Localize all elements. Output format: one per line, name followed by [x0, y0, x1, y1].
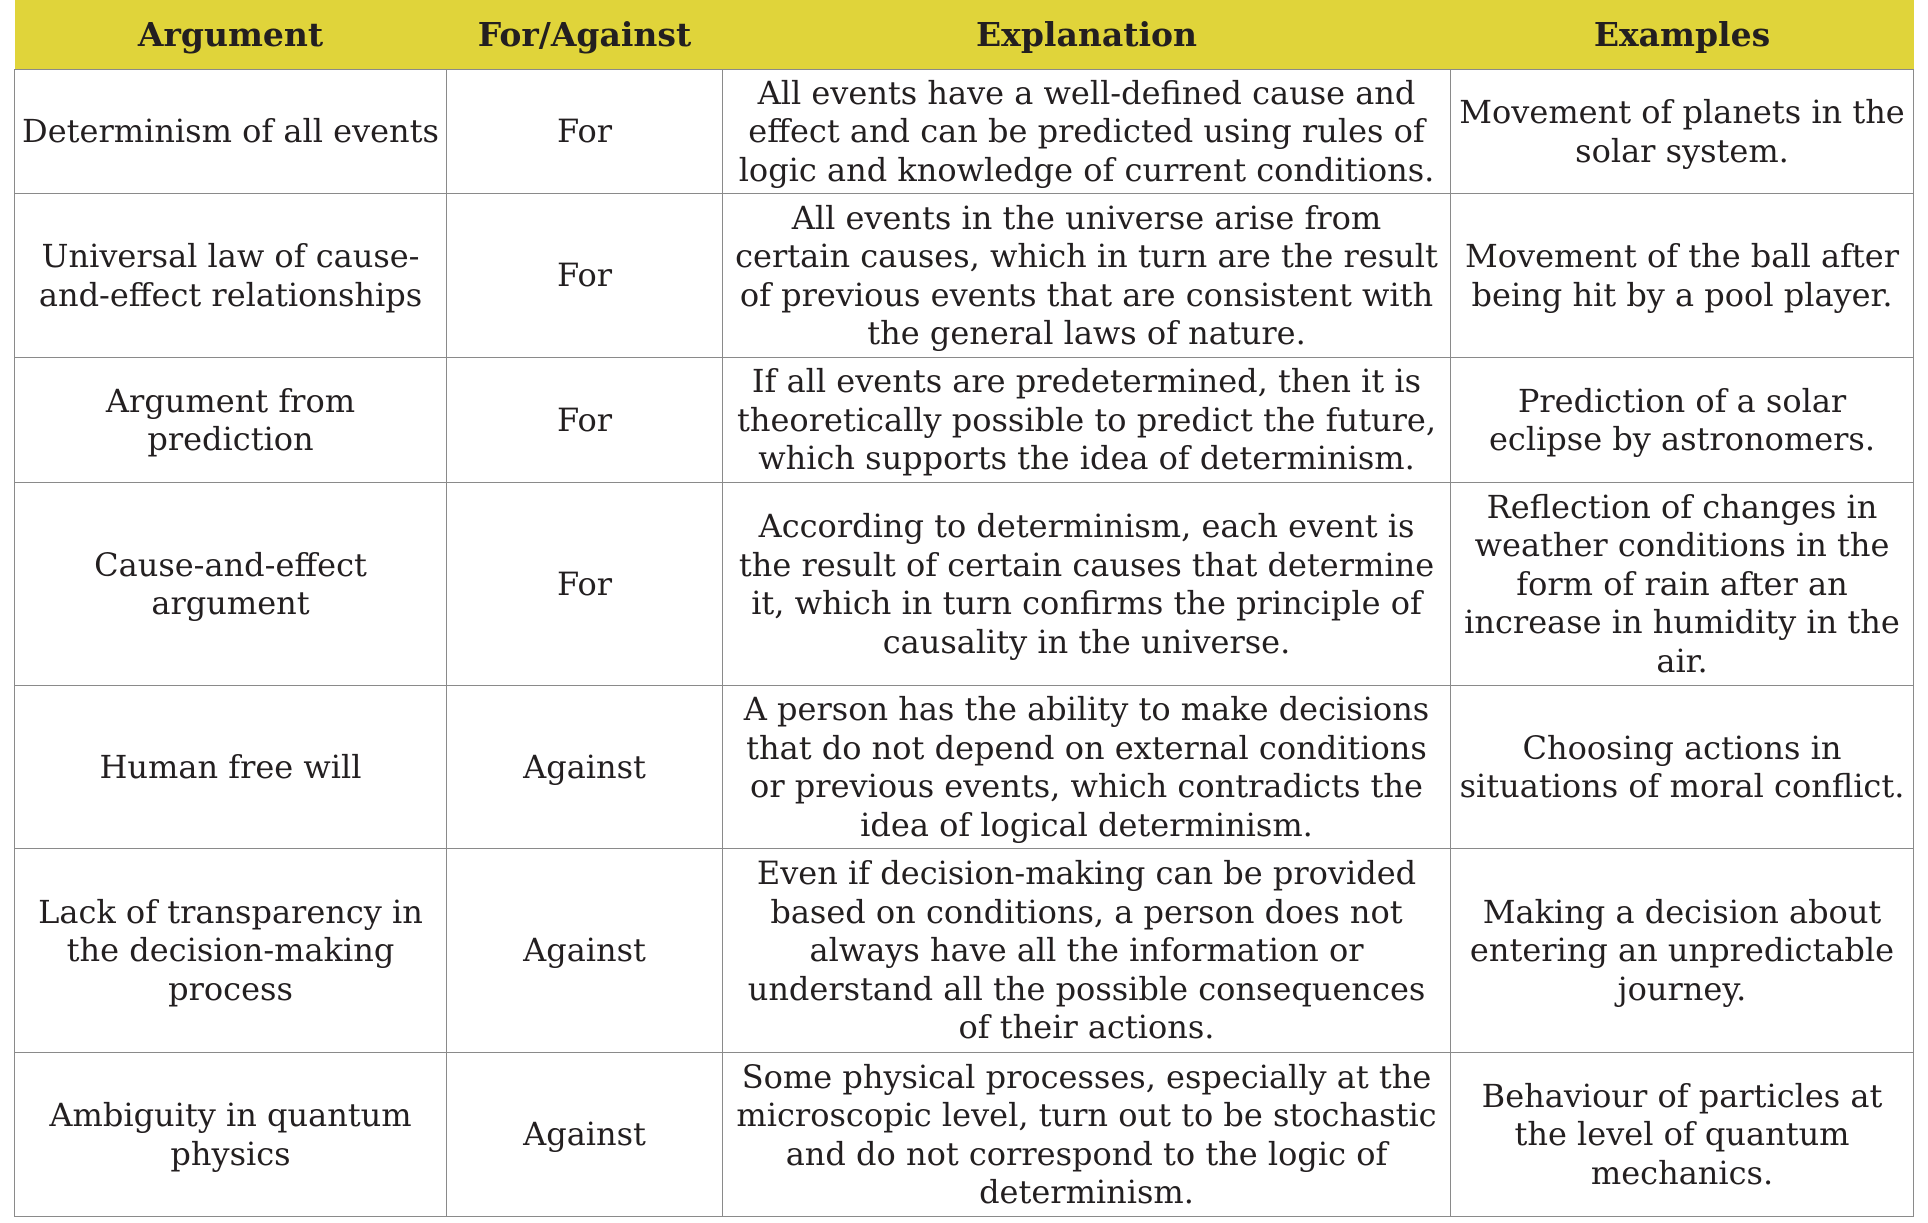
table-body	[15, 70, 1914, 1217]
cell-argument: Determinism of all events	[15, 70, 447, 194]
cell-explanation: If all events are predetermined, then it is theoretically possible to predict the future, which supports the idea of determinism.	[723, 358, 1451, 483]
cell-argument: Cause-and-effect argument	[15, 483, 447, 686]
table-header	[15, 0, 1914, 70]
cell-stance: For	[447, 483, 723, 686]
cell-example: Making a decision about entering an unpredictable journey.	[1451, 849, 1914, 1053]
table-row	[15, 1053, 1914, 1217]
cell-stance: Against	[447, 849, 723, 1053]
cell-argument: Argument from prediction	[15, 358, 447, 483]
cell-example: Movement of planets in the solar system.	[1451, 70, 1914, 194]
cell-argument: Lack of transparency in the decision-making process	[15, 849, 447, 1053]
header-examples: Examples	[1451, 0, 1914, 70]
table-row	[15, 686, 1914, 849]
cell-explanation: All events in the universe arise from certain causes, which in turn are the result of previous events that are consistent with the general laws of nature.	[723, 194, 1451, 358]
cell-example: Movement of the ball after being hit by a pool player.	[1451, 194, 1914, 358]
cell-stance: For	[447, 358, 723, 483]
cell-stance: For	[447, 194, 723, 358]
cell-example: Prediction of a solar eclipse by astronomers.	[1451, 358, 1914, 483]
cell-explanation: A person has the ability to make decisions that do not depend on external conditions or previous events, which contradicts the idea of logical determinism.	[723, 686, 1451, 849]
cell-example: Behaviour of particles at the level of quantum mechanics.	[1451, 1053, 1914, 1217]
cell-argument: Ambiguity in quantum physics	[15, 1053, 447, 1217]
table-row	[15, 358, 1914, 483]
header-explanation: Explanation	[723, 0, 1451, 70]
determinism-arguments-table	[14, 0, 1914, 1217]
cell-example: Reflection of changes in weather conditions in the form of rain after an increase in humidity in the air.	[1451, 483, 1914, 686]
cell-explanation: Some physical processes, especially at the microscopic level, turn out to be stochastic and do not correspond to the logic of determinism.	[723, 1053, 1451, 1217]
table-row	[15, 483, 1914, 686]
cell-stance: For	[447, 70, 723, 194]
table-row	[15, 194, 1914, 358]
header-row	[15, 0, 1914, 70]
cell-argument: Human free will	[15, 686, 447, 849]
header-for-against: For/Against	[447, 0, 723, 70]
cell-stance: Against	[447, 686, 723, 849]
cell-example: Choosing actions in situations of moral conflict.	[1451, 686, 1914, 849]
arguments-table-container	[14, 0, 1913, 1217]
cell-explanation: According to determinism, each event is the result of certain causes that determine it, which in turn confirms the principle of causality in the universe.	[723, 483, 1451, 686]
cell-stance: Against	[447, 1053, 723, 1217]
cell-explanation: Even if decision-making can be provided based on conditions, a person does not always have all the information or understand all the possible consequences of their actions.	[723, 849, 1451, 1053]
table-row	[15, 70, 1914, 194]
header-argument: Argument	[15, 0, 447, 70]
cell-explanation: All events have a well-defined cause and effect and can be predicted using rules of logic and knowledge of current conditions.	[723, 70, 1451, 194]
cell-argument: Universal law of cause-and-effect relationships	[15, 194, 447, 358]
table-row	[15, 849, 1914, 1053]
